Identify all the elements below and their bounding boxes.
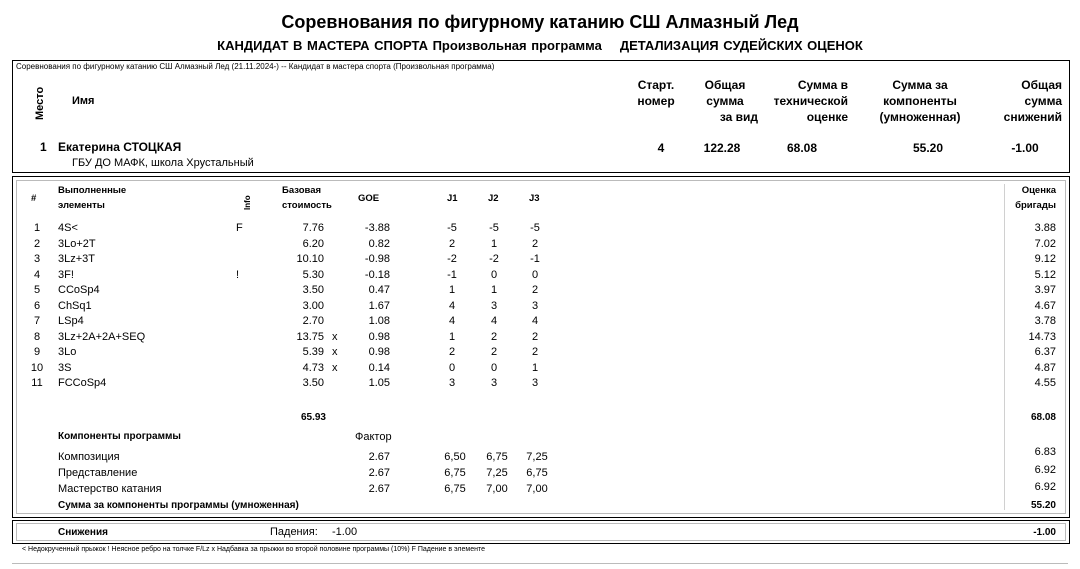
element-j1: 2 bbox=[448, 346, 456, 358]
skater-name: Екатерина СТОЦКАЯ bbox=[58, 140, 182, 154]
element-panel-score: 4.67 bbox=[1034, 299, 1056, 312]
component-score: 6.83 bbox=[1034, 446, 1056, 458]
element-num: 2 bbox=[33, 237, 41, 250]
element-num: 9 bbox=[33, 346, 41, 358]
col-j2-header: J2 bbox=[488, 193, 499, 204]
deductions-inner-box bbox=[16, 523, 1066, 541]
element-code: 4S< bbox=[58, 222, 78, 234]
element-code: 3Lo bbox=[58, 346, 77, 358]
element-j1: 4 bbox=[448, 315, 456, 327]
element-base-value: 2.70 bbox=[302, 315, 324, 327]
col-goe-header: GOE bbox=[358, 193, 380, 204]
base-total: 65.93 bbox=[300, 412, 326, 423]
element-panel-score: 3.88 bbox=[1034, 222, 1056, 234]
skater-place: 1 bbox=[40, 140, 47, 154]
component-j1: 6,75 bbox=[444, 467, 466, 479]
components-total-label: Сумма за компоненты программы (умноженная) bbox=[58, 500, 299, 511]
deductions-total: -1.00 bbox=[1033, 527, 1056, 538]
header-deductions: Общая сумма снижений bbox=[1003, 78, 1062, 124]
element-code: 3S bbox=[58, 361, 72, 374]
element-panel-score: 14.73 bbox=[1028, 330, 1056, 343]
col-elements-header: Выполненные элементы bbox=[58, 185, 127, 211]
element-j1: 4 bbox=[448, 299, 456, 312]
element-j2: 3 bbox=[490, 299, 498, 312]
element-code: CCoSp4 bbox=[58, 284, 100, 296]
element-goe: -0.18 bbox=[364, 268, 390, 281]
element-j3: 2 bbox=[531, 237, 539, 250]
header-name: Имя bbox=[72, 95, 95, 107]
element-base-value: 3.50 bbox=[302, 284, 324, 296]
element-j1: 3 bbox=[448, 377, 456, 389]
component-name: Мастерство катания bbox=[58, 483, 162, 495]
element-panel-score: 7.02 bbox=[1034, 237, 1056, 250]
element-num: 10 bbox=[30, 361, 44, 374]
element-j2: -5 bbox=[489, 222, 499, 234]
element-panel-score: 4.55 bbox=[1034, 377, 1056, 389]
components-factor-label: Фактор bbox=[355, 431, 392, 443]
skater-tes: 68.08 bbox=[786, 141, 818, 155]
element-j2: 0 bbox=[490, 361, 498, 374]
element-j2: 1 bbox=[490, 284, 498, 296]
skater-club: ГБУ ДО МАФК, школа Хрустальный bbox=[72, 157, 254, 169]
element-base-value: 4.73 bbox=[302, 361, 324, 374]
element-panel-score: 4.87 bbox=[1034, 361, 1056, 374]
component-j2: 7,25 bbox=[486, 467, 508, 479]
event-line: Соревнования по фигурному катанию СШ Алмазный Лед (21.11.2024-) -- Кандидат в мастера спорта (Произвольная программа) bbox=[16, 62, 495, 71]
col-j1-header: J1 bbox=[447, 193, 458, 204]
element-num: 7 bbox=[33, 315, 41, 327]
element-j1: 0 bbox=[448, 361, 456, 374]
element-goe: 1.08 bbox=[368, 315, 390, 327]
element-j3: 4 bbox=[531, 315, 539, 327]
component-j3: 6,75 bbox=[526, 467, 548, 479]
element-base-value: 13.75 bbox=[296, 330, 324, 343]
header-total-score: Общая сумма за вид bbox=[704, 78, 758, 124]
element-code: 3F! bbox=[58, 268, 74, 281]
component-factor: 2.67 bbox=[368, 451, 390, 463]
element-base-value: 5.30 bbox=[302, 268, 324, 281]
col-base-header: Базовая стоимость bbox=[282, 185, 332, 211]
element-code: 3Lz+2A+2A+SEQ bbox=[58, 330, 146, 343]
element-code: LSp4 bbox=[58, 315, 84, 327]
element-goe: 1.67 bbox=[368, 299, 390, 312]
element-goe: 0.82 bbox=[368, 237, 390, 250]
element-j1: -2 bbox=[447, 253, 457, 265]
element-j3: 3 bbox=[531, 377, 539, 389]
element-info: ! bbox=[236, 268, 240, 281]
components-total: 55.20 bbox=[1030, 500, 1056, 511]
components-heading: Компоненты программы bbox=[58, 431, 181, 442]
component-factor: 2.67 bbox=[368, 483, 390, 495]
element-bonus-mark: x bbox=[332, 346, 338, 358]
component-j3: 7,25 bbox=[526, 451, 548, 463]
element-goe: 0.98 bbox=[368, 346, 390, 358]
component-score: 6.92 bbox=[1034, 464, 1056, 476]
component-j2: 7,00 bbox=[486, 483, 508, 495]
element-num: 8 bbox=[33, 330, 41, 343]
component-name: Композиция bbox=[58, 451, 120, 463]
page-subtitle bbox=[0, 38, 1080, 53]
element-j3: 0 bbox=[531, 268, 539, 281]
element-panel-score: 9.12 bbox=[1034, 253, 1056, 265]
element-j2: 0 bbox=[490, 268, 498, 281]
element-j2: -2 bbox=[489, 253, 499, 265]
element-j1: 2 bbox=[448, 237, 456, 250]
element-panel-score: 6.37 bbox=[1034, 346, 1056, 358]
skater-total-score: 122.28 bbox=[703, 141, 741, 155]
subtitle-category: КАНДИДАТ В МАСТЕРА СПОРТА Произвольная программа bbox=[217, 38, 602, 53]
col-panel-header: Оценка бригады bbox=[1015, 185, 1056, 211]
element-j1: 1 bbox=[448, 330, 456, 343]
element-j3: 1 bbox=[531, 361, 539, 374]
element-goe: -3.88 bbox=[364, 222, 390, 234]
element-num: 11 bbox=[31, 377, 43, 389]
element-j1: 1 bbox=[448, 284, 456, 296]
element-bonus-mark: x bbox=[332, 361, 338, 374]
subtitle-report-type: ДЕТАЛИЗАЦИЯ СУДЕЙСКИХ ОЦЕНОК bbox=[619, 38, 863, 53]
element-num: 5 bbox=[33, 284, 41, 296]
skater-start-number: 4 bbox=[657, 141, 665, 155]
element-info: F bbox=[236, 222, 243, 234]
header-start-number: Старт. номер bbox=[637, 78, 675, 108]
element-base-value: 7.76 bbox=[302, 222, 324, 234]
element-goe: 0.14 bbox=[368, 361, 390, 374]
element-j2: 2 bbox=[490, 330, 498, 343]
component-score: 6.92 bbox=[1034, 481, 1056, 493]
bottom-rule bbox=[12, 563, 1068, 564]
element-goe: -0.98 bbox=[364, 253, 390, 265]
element-num: 1 bbox=[33, 222, 41, 234]
element-panel-score: 3.97 bbox=[1034, 284, 1056, 296]
element-code: 3Lz+3T bbox=[58, 253, 95, 265]
element-base-value: 3.50 bbox=[302, 377, 324, 389]
skater-deductions: -1.00 bbox=[1011, 141, 1039, 155]
header-pcs: Сумма за компоненты (умноженная) bbox=[879, 78, 961, 124]
element-j3: 3 bbox=[531, 299, 539, 312]
col-j3-header: J3 bbox=[529, 193, 540, 204]
component-j1: 6,75 bbox=[444, 483, 466, 495]
element-base-value: 3.00 bbox=[302, 299, 324, 312]
header-tes: Сумма в технической оценке bbox=[773, 78, 848, 124]
element-base-value: 5.39 bbox=[302, 346, 324, 358]
element-j2: 2 bbox=[490, 346, 498, 358]
component-j3: 7,00 bbox=[526, 483, 548, 495]
element-j3: -5 bbox=[530, 222, 540, 234]
element-goe: 1.05 bbox=[368, 377, 390, 389]
element-j3: 2 bbox=[531, 346, 539, 358]
legend: < Недокрученный прыжок ! Неясное ребро на толчке F/Lz x Надбавка за прыжки во второй половине программы (10%) F Падение в элементе bbox=[22, 546, 485, 553]
element-panel-score: 5.12 bbox=[1034, 268, 1056, 281]
component-j2: 6,75 bbox=[486, 451, 508, 463]
component-j1: 6,50 bbox=[444, 451, 466, 463]
element-num: 4 bbox=[33, 268, 41, 281]
col-num-header: # bbox=[31, 193, 37, 204]
element-goe: 0.47 bbox=[368, 284, 390, 296]
element-j2: 4 bbox=[490, 315, 498, 327]
element-code: FCCoSp4 bbox=[58, 377, 107, 389]
falls-label: Падения: bbox=[270, 526, 318, 538]
element-base-value: 6.20 bbox=[302, 237, 324, 250]
element-bonus-mark: x bbox=[332, 330, 338, 343]
component-factor: 2.67 bbox=[368, 467, 390, 479]
page-title: Соревнования по фигурному катанию СШ Алмазный Лед bbox=[281, 12, 799, 32]
element-j1: -5 bbox=[447, 222, 457, 234]
tes-total: 68.08 bbox=[1030, 412, 1056, 423]
element-panel-score: 3.78 bbox=[1034, 315, 1056, 327]
col-info-header: Info bbox=[243, 195, 252, 210]
header-place: Место bbox=[34, 86, 46, 120]
element-goe: 0.98 bbox=[368, 330, 390, 343]
element-j2: 1 bbox=[490, 237, 498, 250]
element-j3: -1 bbox=[530, 253, 540, 265]
deductions-label: Снижения bbox=[58, 527, 108, 538]
element-num: 3 bbox=[33, 253, 41, 265]
element-j3: 2 bbox=[531, 284, 539, 296]
component-name: Представление bbox=[58, 467, 138, 479]
skater-pcs: 55.20 bbox=[912, 141, 944, 155]
element-base-value: 10.10 bbox=[296, 253, 324, 265]
element-code: ChSq1 bbox=[58, 299, 92, 312]
element-code: 3Lo+2T bbox=[58, 237, 96, 250]
falls-value: -1.00 bbox=[332, 526, 358, 538]
element-num: 6 bbox=[33, 299, 41, 312]
element-j2: 3 bbox=[490, 377, 498, 389]
element-j3: 2 bbox=[531, 330, 539, 343]
element-j1: -1 bbox=[447, 268, 457, 281]
